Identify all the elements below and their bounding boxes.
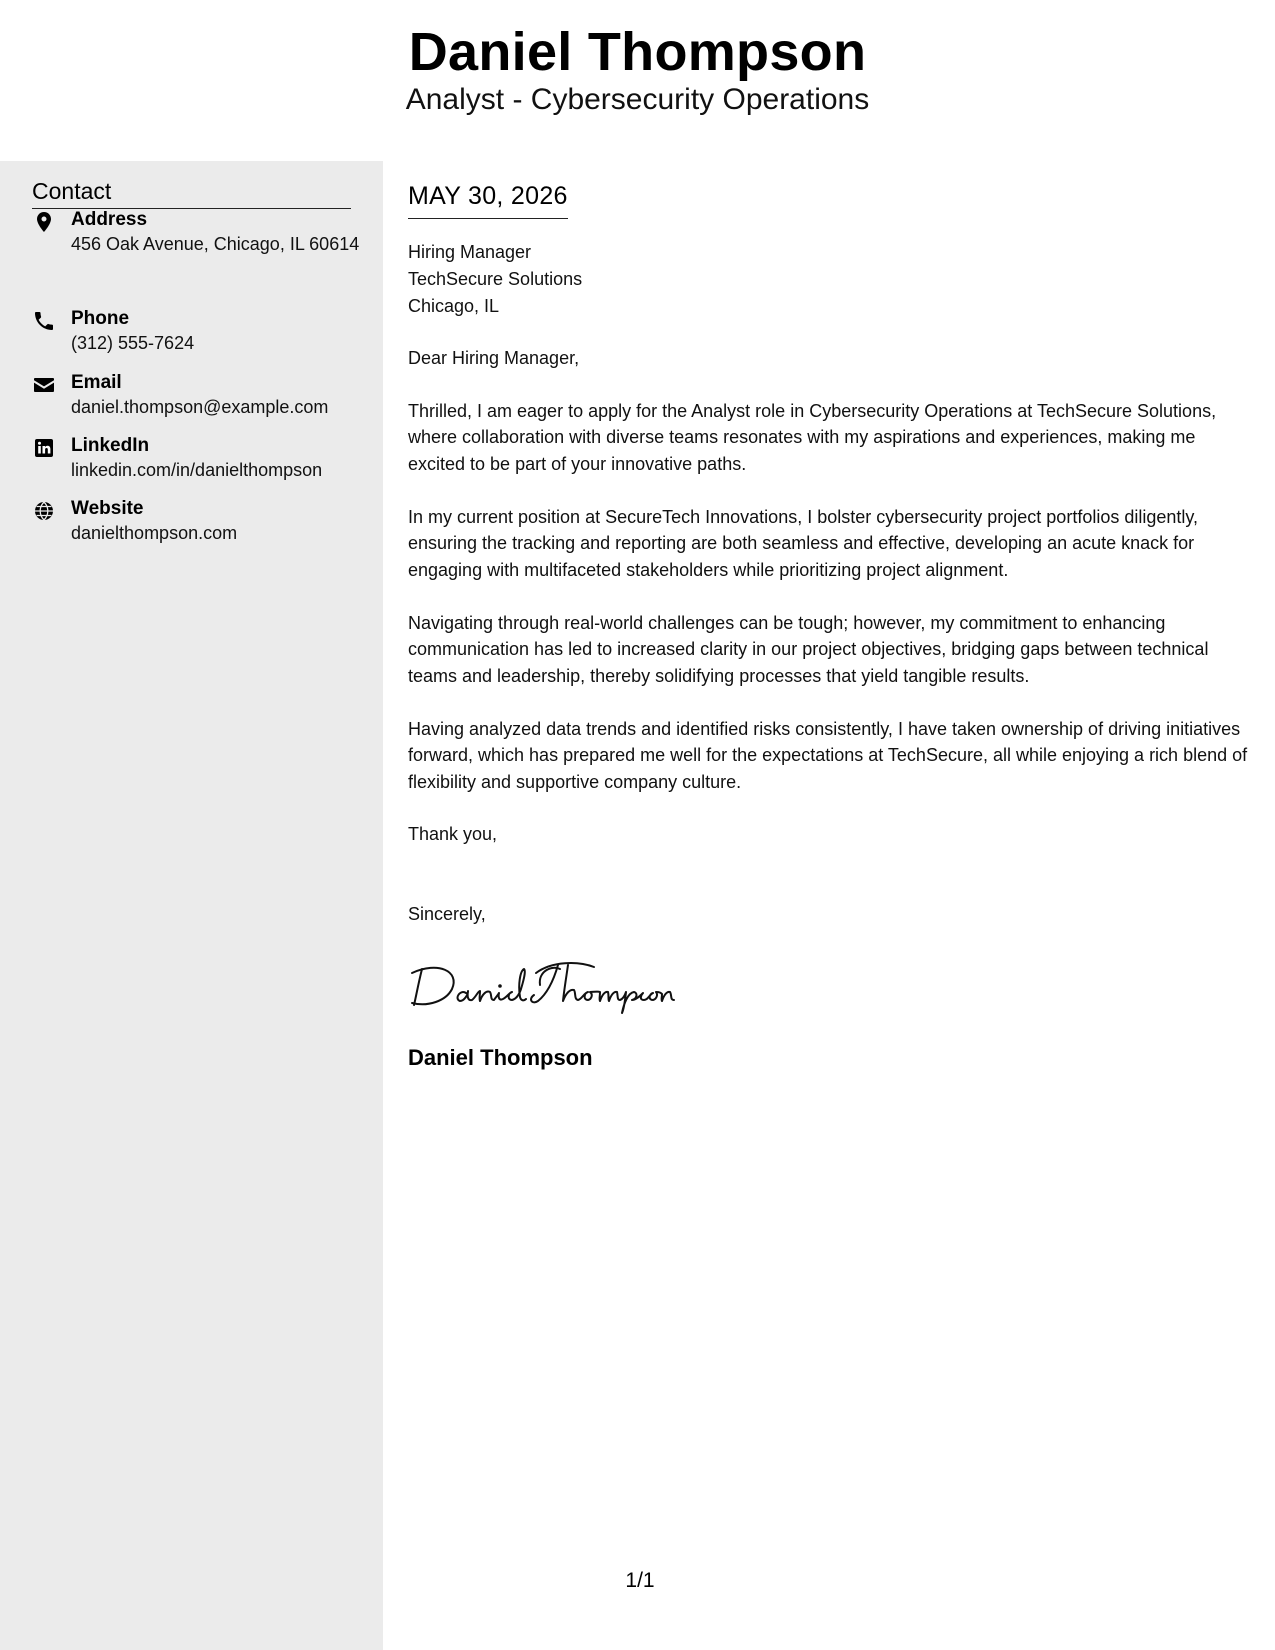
handwritten-signature <box>408 955 678 1015</box>
contact-value: (312) 555-7624 <box>71 333 195 353</box>
globe-icon <box>32 499 56 523</box>
recipient-line: Hiring Manager <box>408 242 532 262</box>
envelope-icon <box>32 373 56 397</box>
body-paragraph: Having analyzed data trends and identified risks consistently, I have taken ownership of driving initiatives forward, which has prepared me well for the expectations at TechSecure, all while enjoying a rich blend of flexibility and supportive company culture. <box>408 719 1248 792</box>
contact-value: daniel.thompson@example.com <box>71 397 329 417</box>
contact-value: linkedin.com/in/danielthompson <box>71 460 323 480</box>
contact-label: Email <box>71 372 122 393</box>
body-paragraph: Navigating through real-world challenges can be tough; however, my commitment to enhancing communication has led to increased clarity in our project objectives, bridging gaps between technical teams and leadership, thereby solidifying processes that yield tangible results. <box>408 613 1209 686</box>
signer-name: Daniel Thompson <box>408 1045 593 1070</box>
contact-label: Address <box>71 209 148 230</box>
contact-heading: Contact <box>32 176 351 209</box>
contact-label: Phone <box>71 308 130 329</box>
page-number: 1/1 <box>625 1569 655 1592</box>
phone-icon <box>32 309 56 333</box>
body-paragraph: In my current position at SecureTech Innovations, I bolster cybersecurity project portfolios diligently, ensuring the tracking and reporting are both seamless and effective, developing an acute knack for engaging with multifaceted stakeholders while prioritizing project alignment. <box>408 507 1199 580</box>
closing-line: Sincerely, <box>408 904 486 924</box>
job-title: Analyst - Cybersecurity Operations <box>405 83 870 116</box>
recipient-line: TechSecure Solutions <box>408 269 583 289</box>
contact-value: 456 Oak Avenue, Chicago, IL 60614 <box>71 234 360 254</box>
letter-date: MAY 30, 2026 <box>408 180 568 219</box>
body-paragraph: Thrilled, I am eager to apply for the Analyst role in Cybersecurity Operations at TechSecure Solutions, where collaboration with diverse teams resonates with my aspirations and experiences, making me excited to be part of your innovative paths. <box>408 401 1217 474</box>
contact-label: Website <box>71 498 144 519</box>
salutation: Dear Hiring Manager, <box>408 348 580 368</box>
contact-sidebar <box>0 161 383 1650</box>
thanks-line: Thank you, <box>408 824 498 844</box>
contact-label: LinkedIn <box>71 435 150 456</box>
applicant-name: Daniel Thompson <box>408 22 867 82</box>
map-pin-icon <box>32 210 56 234</box>
recipient-block <box>408 239 582 320</box>
page-header <box>0 0 1275 160</box>
linkedin-icon <box>32 436 56 460</box>
recipient-line: Chicago, IL <box>408 296 500 316</box>
contact-value: danielthompson.com <box>71 523 238 543</box>
